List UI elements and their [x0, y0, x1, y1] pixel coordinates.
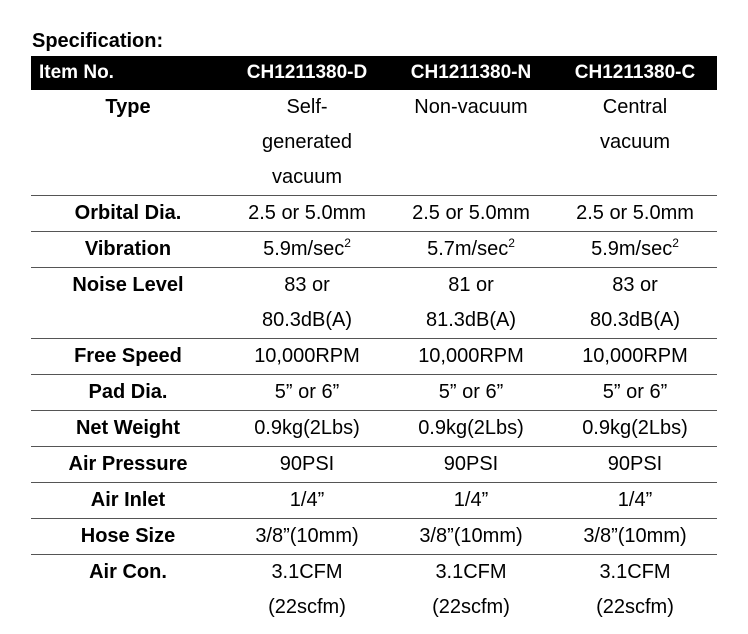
spec-caption: Specification: — [32, 30, 164, 52]
spec-value-line: vacuum — [271, 166, 343, 188]
table-row — [31, 339, 717, 375]
spec-value-line: 83 or — [284, 274, 330, 296]
spec-value-line: 0.9kg(2Lbs) — [582, 417, 688, 439]
table-row — [31, 519, 717, 555]
spec-value-line: 2.5 or 5.0mm — [576, 202, 694, 224]
spec-value-cell — [389, 339, 553, 375]
spec-value-line: 80.3dB(A) — [589, 309, 681, 331]
spec-value-cell — [225, 483, 389, 519]
spec-value-line: 10,000RPM — [582, 345, 688, 367]
spec-value-line: 3.1CFM — [435, 561, 507, 583]
spec-value-cell — [389, 375, 553, 411]
spec-value-line: generated — [261, 131, 353, 153]
table-row — [31, 232, 717, 268]
row-label: Hose Size — [31, 519, 225, 555]
row-label: Noise Level — [31, 268, 225, 339]
spec-value-cell — [225, 519, 389, 555]
spec-value-cell — [553, 483, 717, 519]
row-label: Net Weight — [31, 411, 225, 447]
header-item-label: Item No. — [31, 56, 225, 90]
spec-value-line: 5” or 6” — [438, 381, 504, 403]
spec-value-cell — [225, 268, 389, 339]
spec-value-cell — [225, 90, 389, 196]
spec-value-cell — [225, 232, 389, 268]
spec-value-line: 2.5 or 5.0mm — [412, 202, 530, 224]
spec-value-line: (22scfm) — [596, 596, 674, 618]
spec-value-line: (22scfm) — [432, 596, 510, 618]
spec-value-cell — [389, 232, 553, 268]
spec-value-line: 5” or 6” — [274, 381, 340, 403]
spec-table-header — [31, 56, 717, 90]
spec-value-cell — [553, 447, 717, 483]
spec-value-cell — [389, 555, 553, 626]
superscript: 2 — [672, 236, 679, 250]
specification-table — [31, 56, 717, 625]
table-row — [31, 411, 717, 447]
spec-value-line: 90PSI — [279, 453, 335, 475]
header-model-1: CH1211380-D — [225, 56, 389, 90]
spec-value-line: 80.3dB(A) — [261, 309, 353, 331]
spec-value-cell — [389, 196, 553, 232]
table-row — [31, 90, 717, 196]
superscript: 2 — [344, 236, 351, 250]
spec-value-line: 1/4” — [617, 489, 653, 511]
spec-value-cell — [553, 519, 717, 555]
table-row — [31, 196, 717, 232]
spec-value-line: (22scfm) — [268, 596, 346, 618]
spec-value-cell — [553, 196, 717, 232]
spec-value-line: 10,000RPM — [418, 345, 524, 367]
row-label: Type — [31, 90, 225, 196]
spec-value-cell — [553, 411, 717, 447]
spec-value-cell — [389, 411, 553, 447]
spec-value-line: 10,000RPM — [254, 345, 360, 367]
table-row — [31, 555, 717, 626]
spec-value-line: $5.9m/\sec^2$ — [263, 236, 351, 260]
spec-value-cell — [225, 555, 389, 626]
spec-value-cell — [389, 447, 553, 483]
spec-value-line: 1/4” — [453, 489, 489, 511]
spec-value-line: 3/8”(10mm) — [255, 525, 359, 547]
row-label: Pad Dia. — [31, 375, 225, 411]
spec-value-cell — [553, 90, 717, 196]
spec-value-line: 90PSI — [607, 453, 663, 475]
row-label: Air Pressure — [31, 447, 225, 483]
spec-value-line: 0.9kg(2Lbs) — [418, 417, 524, 439]
table-row — [31, 375, 717, 411]
spec-value-cell — [225, 375, 389, 411]
spec-value-line: 3.1CFM — [271, 561, 343, 583]
spec-value-cell — [225, 411, 389, 447]
table-row — [31, 483, 717, 519]
spec-value-line: 3/8”(10mm) — [419, 525, 523, 547]
spec-value-cell — [389, 268, 553, 339]
spec-value-line: $5.7m/\sec^2$ — [427, 236, 515, 260]
row-label: Orbital Dia. — [31, 196, 225, 232]
spec-value-line: $5.9m/\sec^2$ — [591, 236, 679, 260]
spec-value-cell — [225, 447, 389, 483]
spec-value-cell — [225, 196, 389, 232]
table-row — [31, 447, 717, 483]
spec-value-cell — [553, 232, 717, 268]
spec-value-line: 3.1CFM — [599, 561, 671, 583]
row-label: Air Con. — [89, 561, 167, 583]
header-model-2: CH1211380-N — [389, 56, 553, 90]
row-label: Free Speed — [31, 339, 225, 375]
spec-value-line: 1/4” — [289, 489, 325, 511]
spec-value-cell — [389, 483, 553, 519]
spec-value-cell — [389, 90, 553, 196]
spec-value-line: 0.9kg(2Lbs) — [254, 417, 360, 439]
spec-value-line: 3/8”(10mm) — [583, 525, 687, 547]
spec-value-line: 81.3dB(A) — [425, 309, 517, 331]
header-model-3: CH1211380-C — [553, 56, 717, 90]
spec-value-cell — [389, 519, 553, 555]
table-row — [31, 268, 717, 339]
spec-table-body — [31, 90, 717, 625]
row-label: Vibration — [31, 232, 225, 268]
spec-value-cell — [553, 268, 717, 339]
spec-value-line: vacuum — [599, 131, 671, 153]
row-label: Air Inlet — [31, 483, 225, 519]
spec-value-line: Non-vacuum — [414, 96, 528, 118]
spec-value-line: 90PSI — [443, 453, 499, 475]
spec-value-line: 5” or 6” — [602, 381, 668, 403]
header-row — [31, 56, 717, 90]
spec-value-cell — [553, 555, 717, 626]
spec-value-line: Self- — [286, 96, 328, 118]
superscript: 2 — [508, 236, 515, 250]
spec-value-cell — [225, 339, 389, 375]
spec-value-line: Central — [602, 96, 668, 118]
spec-value-line: 81 or — [448, 274, 494, 296]
spec-value-line: 83 or — [612, 274, 658, 296]
spec-value-cell — [553, 375, 717, 411]
spec-value-cell — [553, 339, 717, 375]
spec-value-line: 2.5 or 5.0mm — [248, 202, 366, 224]
